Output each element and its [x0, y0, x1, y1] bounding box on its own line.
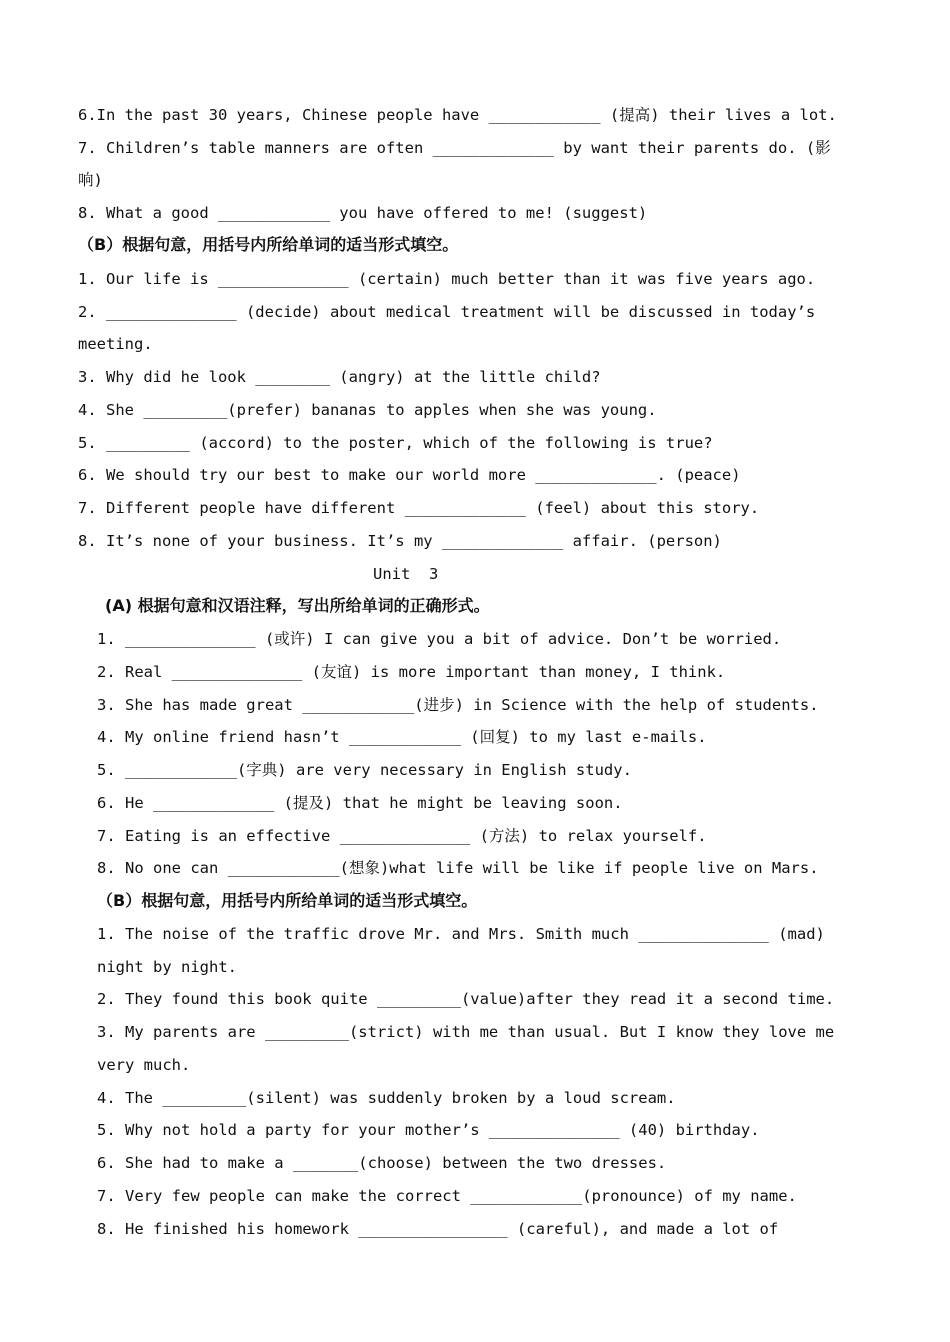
exercise-line: 4. The _________(silent) was suddenly broken by a loud scream.: [97, 1089, 676, 1107]
exercise-line: 8. He finished his homework ________________ (careful), and made a lot of: [97, 1220, 779, 1238]
exercise-line-continuation: very much.: [97, 1056, 191, 1074]
exercise-line: 8. What a good ____________ you have offered to me! (suggest): [78, 204, 648, 222]
exercise-line: 2. They found this book quite _________(value)after they read it a second time.: [97, 990, 835, 1008]
exercise-line: 2. Real ______________ (友谊) is more important than money, I think.: [97, 663, 726, 681]
exercise-line-continuation: night by night.: [97, 958, 237, 976]
exercise-line: 8. It’s none of your business. It’s my _____________ affair. (person): [78, 532, 722, 550]
exercise-line: 6. He _____________ (提及) that he might be leaving soon.: [97, 794, 623, 812]
exercise-line-continuation: meeting.: [78, 335, 153, 353]
section-heading-b: （B）根据句意，用括号内所给单词的适当形式填空。: [78, 235, 459, 254]
exercise-line: 6.In the past 30 years, Chinese people have ____________ (提高) their lives a lot.: [78, 106, 837, 124]
exercise-line: 2. ______________ (decide) about medical treatment will be discussed in today’s: [78, 303, 816, 321]
exercise-line: 4. My online friend hasn’t ____________ (回复) to my last e-mails.: [97, 728, 707, 746]
exercise-line: 5. ____________(字典) are very necessary in English study.: [97, 761, 632, 779]
exercise-line: 3. She has made great ____________(进步) in Science with the help of students.: [97, 696, 819, 714]
exercise-line: 7. Different people have different _____________ (feel) about this story.: [78, 499, 760, 517]
section-heading-a: (A) 根据句意和汉语注释，写出所给单词的正确形式。: [105, 596, 490, 615]
exercise-line: 1. The noise of the traffic drove Mr. and Mrs. Smith much ______________ (mad): [97, 925, 825, 943]
exercise-line: 6. We should try our best to make our world more _____________. (peace): [78, 466, 741, 484]
exercise-line: 1. Our life is ______________ (certain) much better than it was five years ago.: [78, 270, 816, 288]
exercise-line: 7. Children’s table manners are often _____________ by want their parents do. (影: [78, 139, 831, 157]
exercise-line: 6. She had to make a _______(choose) between the two dresses.: [97, 1154, 667, 1172]
exercise-line: 7. Eating is an effective ______________ (方法) to relax yourself.: [97, 827, 707, 845]
exercise-line: 8. No one can ____________(想象)what life will be like if people live on Mars.: [97, 859, 819, 877]
exercise-line: 4. She _________(prefer) bananas to apples when she was young.: [78, 401, 657, 419]
section-heading-b: （B）根据句意，用括号内所给单词的适当形式填空。: [97, 891, 478, 910]
exercise-line: 1. ______________ (或许) I can give you a bit of advice. Don’t be worried.: [97, 630, 782, 648]
exercise-line: 3. My parents are _________(strict) with me than usual. But I know they love me: [97, 1023, 835, 1041]
exercise-line-continuation: 响): [78, 171, 103, 189]
unit-title: Unit 3: [373, 565, 439, 583]
exercise-line: 5. _________ (accord) to the poster, which of the following is true?: [78, 434, 713, 452]
exercise-line: 5. Why not hold a party for your mother’s ______________ (40) birthday.: [97, 1121, 760, 1139]
exercise-line: 3. Why did he look ________ (angry) at the little child?: [78, 368, 601, 386]
exercise-line: 7. Very few people can make the correct ____________(pronounce) of my name.: [97, 1187, 797, 1205]
